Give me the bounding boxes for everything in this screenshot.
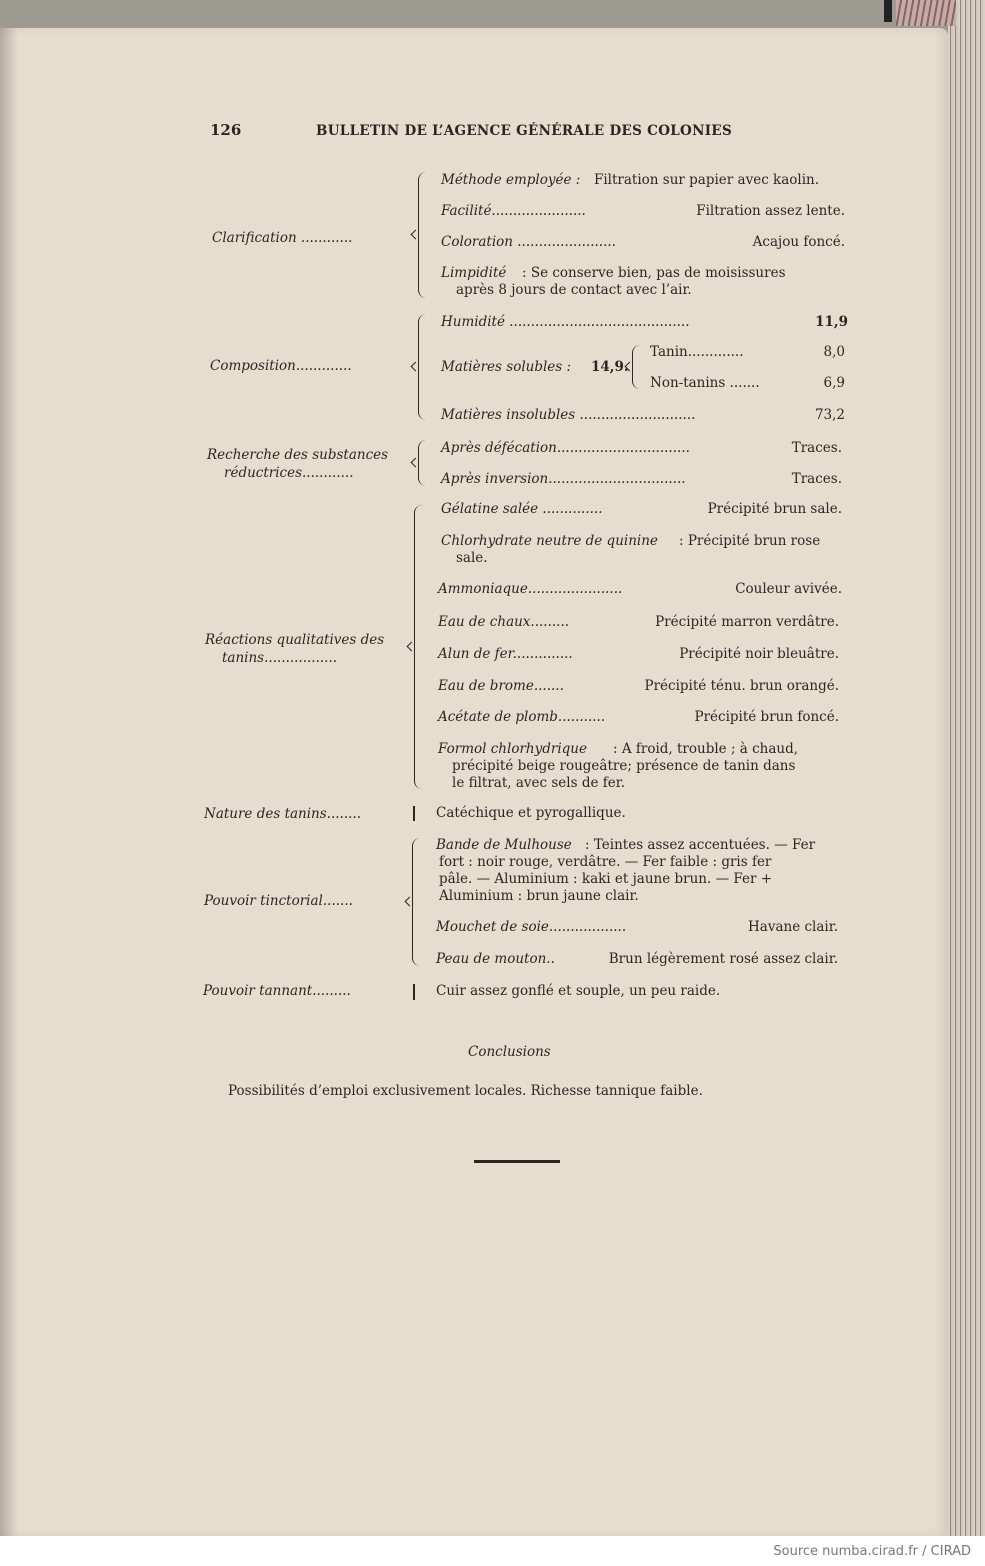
gelatine-label: Gélatine salée .............. [441, 501, 603, 517]
chlorhydrate-value-1: : Précipité brun rose [679, 533, 821, 549]
brome-value: Précipité ténu. brun orangé. [644, 678, 839, 694]
running-title: BULLETIN DE L’AGENCE GÉNÉRALE DES COLONIES [316, 123, 732, 139]
methode-value: Filtration sur papier avec kaolin. [594, 172, 820, 188]
tannant-value: Cuir assez gonflé et souple, un peu raide. [436, 983, 721, 999]
humidite-value: 11,9 [815, 314, 848, 330]
formol-value-2: précipité beige rougeâtre; présence de tanin dans [452, 758, 796, 774]
alun-value: Précipité noir bleuâtre. [679, 646, 839, 662]
tannant-label: Pouvoir tannant......... [203, 983, 351, 999]
bookmark-ribbon [896, 0, 956, 26]
defecation-value: Traces. [791, 440, 842, 456]
mouchet-value: Havane clair. [748, 919, 838, 935]
reactions-label-2: tanins................. [222, 650, 338, 666]
recherche-label-1: Recherche des substances [207, 447, 389, 463]
recherche-brace [418, 440, 431, 486]
ammoniaque-value: Couleur avivée. [735, 581, 842, 597]
tinctorial-brace [412, 838, 425, 966]
clarification-brace [418, 172, 431, 298]
mouton-value: Brun légèrement rosé assez clair. [608, 951, 838, 967]
coloration-label: Coloration ....................... [441, 234, 616, 250]
clip-icon [884, 0, 892, 22]
composition-brace [418, 314, 431, 420]
mulhouse-label: Bande de Mulhouse [436, 837, 572, 853]
end-rule [474, 1160, 560, 1163]
composition-label: Composition............. [210, 358, 352, 374]
non-tanins-label: Non-tanins ....... [650, 375, 760, 391]
insolubles-value: 73,2 [814, 407, 845, 423]
page-number: 126 [210, 121, 242, 139]
tanin-value: 8,0 [823, 344, 845, 360]
mouchet-label: Mouchet de soie.................. [436, 919, 627, 935]
mulhouse-value-2: fort : noir rouge, verdâtre. — Fer faible : gris fer [439, 854, 772, 870]
solubles-value: 14,9. [591, 359, 629, 375]
conclusions-text: Possibilités d’emploi exclusivement locales. Richesse tannique faible. [228, 1083, 703, 1099]
nature-bar [413, 806, 415, 821]
chaux-label: Eau de chaux......... [438, 614, 570, 630]
chaux-value: Précipité marron verdâtre. [655, 614, 839, 630]
tanin-label: Tanin............. [650, 344, 744, 360]
ammoniaque-label: Ammoniaque...................... [438, 581, 623, 597]
limpidite-label: Limpidité [441, 265, 507, 281]
conclusions-heading: Conclusions [468, 1044, 551, 1060]
alun-label: Alun de fer.............. [438, 646, 573, 662]
chlorhydrate-value-2: sale. [456, 550, 488, 566]
acetate-label: Acétate de plomb........... [438, 709, 606, 725]
limpidite-value-2: après 8 jours de contact avec l’air. [456, 282, 692, 298]
defecation-label: Après défécation............................... [441, 440, 690, 456]
facilite-label: Facilité...................... [441, 203, 586, 219]
facilite-value: Filtration assez lente. [696, 203, 845, 219]
insolubles-label: Matières insolubles ........................... [441, 407, 696, 423]
reactions-label-1: Réactions qualitatives des [205, 632, 385, 648]
methode-label: Méthode employée : [441, 172, 581, 188]
humidite-label: Humidité .......................................... [441, 314, 690, 330]
formol-label: Formol chlorhydrique [438, 741, 587, 757]
acetate-value: Précipité brun foncé. [694, 709, 839, 725]
nature-label: Nature des tanins........ [204, 806, 362, 822]
mulhouse-value-1: : Teintes assez accentuées. — Fer [585, 837, 816, 853]
formol-value-1: : A froid, trouble ; à chaud, [613, 741, 799, 757]
inversion-label: Après inversion................................ [441, 471, 686, 487]
tinctorial-label: Pouvoir tinctorial....... [204, 893, 353, 909]
mulhouse-value-3: pâle. — Aluminium : kaki et jaune brun. — Fer + [439, 871, 773, 887]
coloration-value: Acajou foncé. [752, 234, 845, 250]
mulhouse-value-4: Aluminium : brun jaune clair. [439, 888, 639, 904]
formol-value-3: le filtrat, avec sels de fer. [452, 775, 625, 791]
brome-label: Eau de brome....... [438, 678, 564, 694]
solubles-brace [632, 345, 641, 389]
book-edge [948, 0, 985, 1536]
inversion-value: Traces. [791, 471, 842, 487]
clarification-label: Clarification ............ [212, 230, 353, 246]
gelatine-value: Précipité brun sale. [707, 501, 842, 517]
source-credit: Source numba.cirad.fr / CIRAD [773, 1544, 971, 1559]
page-gutter-shadow [0, 28, 18, 1536]
reactions-brace [414, 505, 427, 789]
non-tanins-value: 6,9 [823, 375, 845, 391]
limpidite-value-1: : Se conserve bien, pas de moisissures [522, 265, 786, 281]
chlorhydrate-label: Chlorhydrate neutre de quinine [441, 533, 658, 549]
mouton-label: Peau de mouton.. [436, 951, 555, 967]
tannant-bar [413, 984, 415, 1000]
nature-value: Catéchique et pyrogallique. [436, 805, 626, 821]
recherche-label-2: réductrices............ [224, 465, 354, 481]
solubles-label: Matières solubles : [441, 359, 572, 375]
